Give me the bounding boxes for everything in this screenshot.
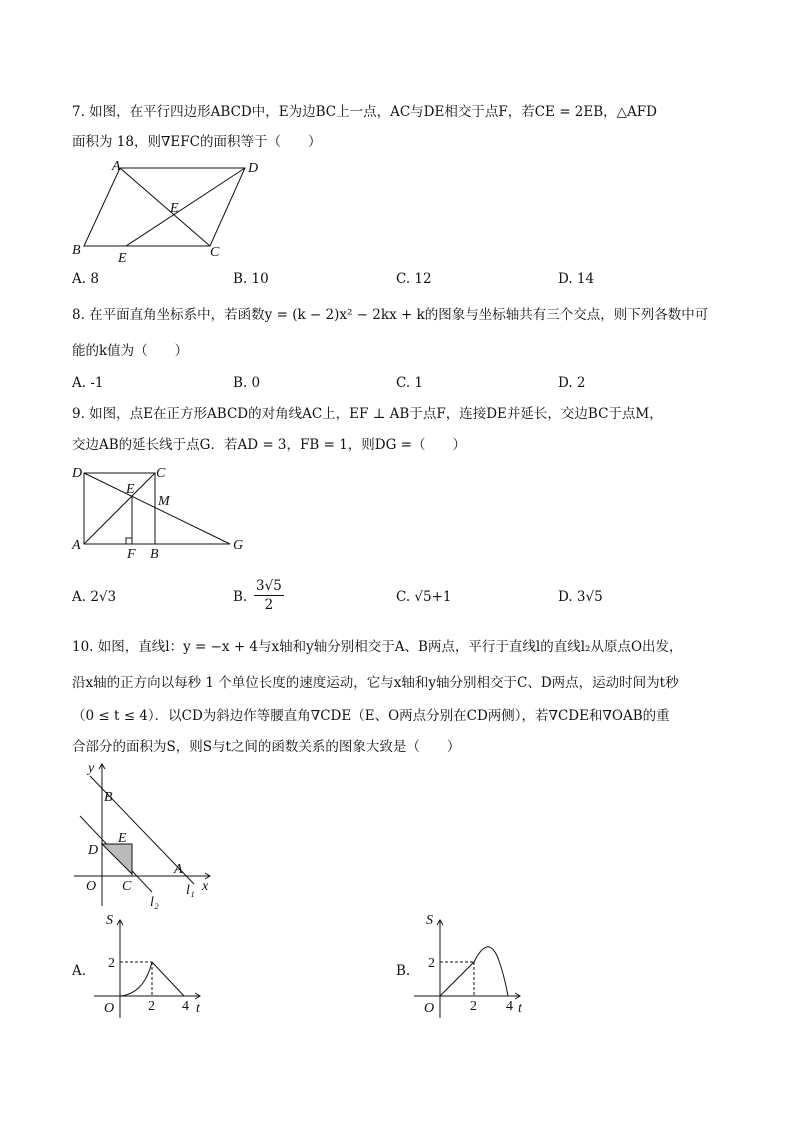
q10-graph-b bbox=[412, 910, 532, 1020]
q10-graph-a-2y: 2 bbox=[108, 956, 115, 971]
q9-label-B: B bbox=[150, 547, 159, 562]
q10-text-line2: 沿x轴的正方向以每秒 1 个单位长度的速度运动，它与x轴和y轴分别相交于C、D两点，运动时间为t秒 bbox=[72, 675, 679, 691]
q10-label-x: x bbox=[202, 879, 209, 894]
q7-label-E: E bbox=[118, 251, 127, 266]
q10-text-line4: 合部分的面积为S，则S与t之间的函数关系的图象大致是（ ） bbox=[72, 739, 461, 755]
q9-option-a: A. 2√3 bbox=[72, 589, 117, 605]
q10-graph-a bbox=[92, 910, 212, 1020]
q9-label-M: M bbox=[158, 494, 170, 509]
q10-graph-a-t: t bbox=[196, 1001, 200, 1016]
q10-text-line3: （0 ≤ t ≤ 4）．以CD为斜边作等腰直角∇CDE（E、O两点分别在CD两侧），若∇CDE和∇OAB的重 bbox=[72, 708, 670, 724]
q9-label-C: C bbox=[156, 466, 166, 481]
q10-graph-a-label: A. bbox=[72, 963, 87, 979]
q7-label-C: C bbox=[210, 245, 220, 260]
q10-label-C: C bbox=[122, 879, 132, 894]
q10-label-O: O bbox=[86, 879, 97, 894]
q9-option-b-fraction bbox=[254, 577, 284, 614]
q8-option-a: A. -1 bbox=[72, 375, 104, 391]
q10-graph-b-2x: 2 bbox=[470, 999, 477, 1014]
q9-label-A: A bbox=[72, 538, 81, 553]
q8-option-b: B. 0 bbox=[233, 375, 261, 391]
q8-option-d: D. 2 bbox=[558, 375, 586, 391]
q9-option-b-denominator: 2 bbox=[264, 597, 274, 613]
q9-text-line1: 9. 如图，点E在正方形ABCD的对角线AC上，EF ⊥ AB于点F，连接DE并延长，交边BC于点M， bbox=[72, 406, 663, 422]
q10-graph-b-S: S bbox=[426, 913, 433, 928]
q8-option-c: C. 1 bbox=[396, 375, 424, 391]
q7-label-A: A bbox=[112, 159, 121, 174]
q10-label-l1: l₁ bbox=[186, 883, 195, 898]
q8-text-line2: 能的k值为（ ） bbox=[72, 343, 189, 359]
q10-graph-b-t: t bbox=[518, 1001, 522, 1016]
q10-label-B: B bbox=[104, 790, 113, 805]
q10-graph-a-2x: 2 bbox=[148, 999, 155, 1014]
q10-graph-a-4: 4 bbox=[182, 999, 189, 1014]
q7-option-d: D. 14 bbox=[558, 271, 595, 287]
q9-label-D: D bbox=[72, 466, 83, 481]
q10-label-E: E bbox=[118, 831, 127, 846]
q10-text-line1: 10. 如图，直线l：y = −x + 4与x轴和y轴分别相交于A、B两点，平行于直线l的直线l₂从原点O出发， bbox=[72, 639, 683, 655]
q7-label-D: D bbox=[248, 161, 259, 176]
q7-parallelogram-figure bbox=[70, 158, 270, 268]
q8-text-line1: 8. 在平面直角坐标系中，若函数y = (k − 2)x² − 2kx + k的图象与坐标轴共有三个交点，则下列各数中可 bbox=[72, 307, 709, 323]
q10-label-l2: l₂ bbox=[150, 895, 159, 910]
q7-text-line2: 面积为 18，则∇EFC的面积等于（ ） bbox=[72, 134, 322, 150]
q9-option-b-label: B. bbox=[233, 589, 248, 605]
q10-label-D: D bbox=[88, 843, 99, 858]
q9-option-b-numerator: 3√5 bbox=[256, 578, 282, 594]
q9-label-E: E bbox=[126, 482, 135, 497]
q10-label-y: y bbox=[88, 761, 95, 776]
q7-label-B: B bbox=[72, 243, 81, 258]
q10-graph-a-S: S bbox=[106, 913, 113, 928]
q10-label-A: A bbox=[174, 862, 183, 877]
q10-graph-b-2y: 2 bbox=[428, 956, 435, 971]
q9-option-c: C. √5+1 bbox=[396, 589, 452, 605]
q7-label-F: E bbox=[170, 201, 179, 216]
q9-label-G: G bbox=[233, 538, 244, 553]
q7-text-line1: 7. 如图，在平行四边形ABCD中，E为边BC上一点，AC与DE相交于点F，若CE = 2EB，△AFD bbox=[72, 104, 657, 120]
q9-option-d: D. 3√5 bbox=[558, 589, 603, 605]
q10-graph-b-label: B. bbox=[396, 963, 411, 979]
q10-graph-b-4: 4 bbox=[506, 999, 513, 1014]
q10-shaded-triangle bbox=[102, 844, 132, 874]
q9-text-line2: 交边AB的延长线于点G．若AD = 3，FB = 1，则DG =（ ） bbox=[72, 437, 466, 453]
q9-square-figure bbox=[70, 465, 260, 560]
q7-option-b: B. 10 bbox=[233, 271, 269, 287]
q7-option-a: A. 8 bbox=[72, 271, 99, 287]
q9-label-F: F bbox=[127, 547, 136, 562]
q10-coordinate-figure bbox=[72, 758, 222, 908]
q10-graph-a-O: O bbox=[104, 1001, 115, 1016]
q7-option-c: C. 12 bbox=[396, 271, 432, 287]
q10-graph-b-O: O bbox=[424, 1001, 435, 1016]
